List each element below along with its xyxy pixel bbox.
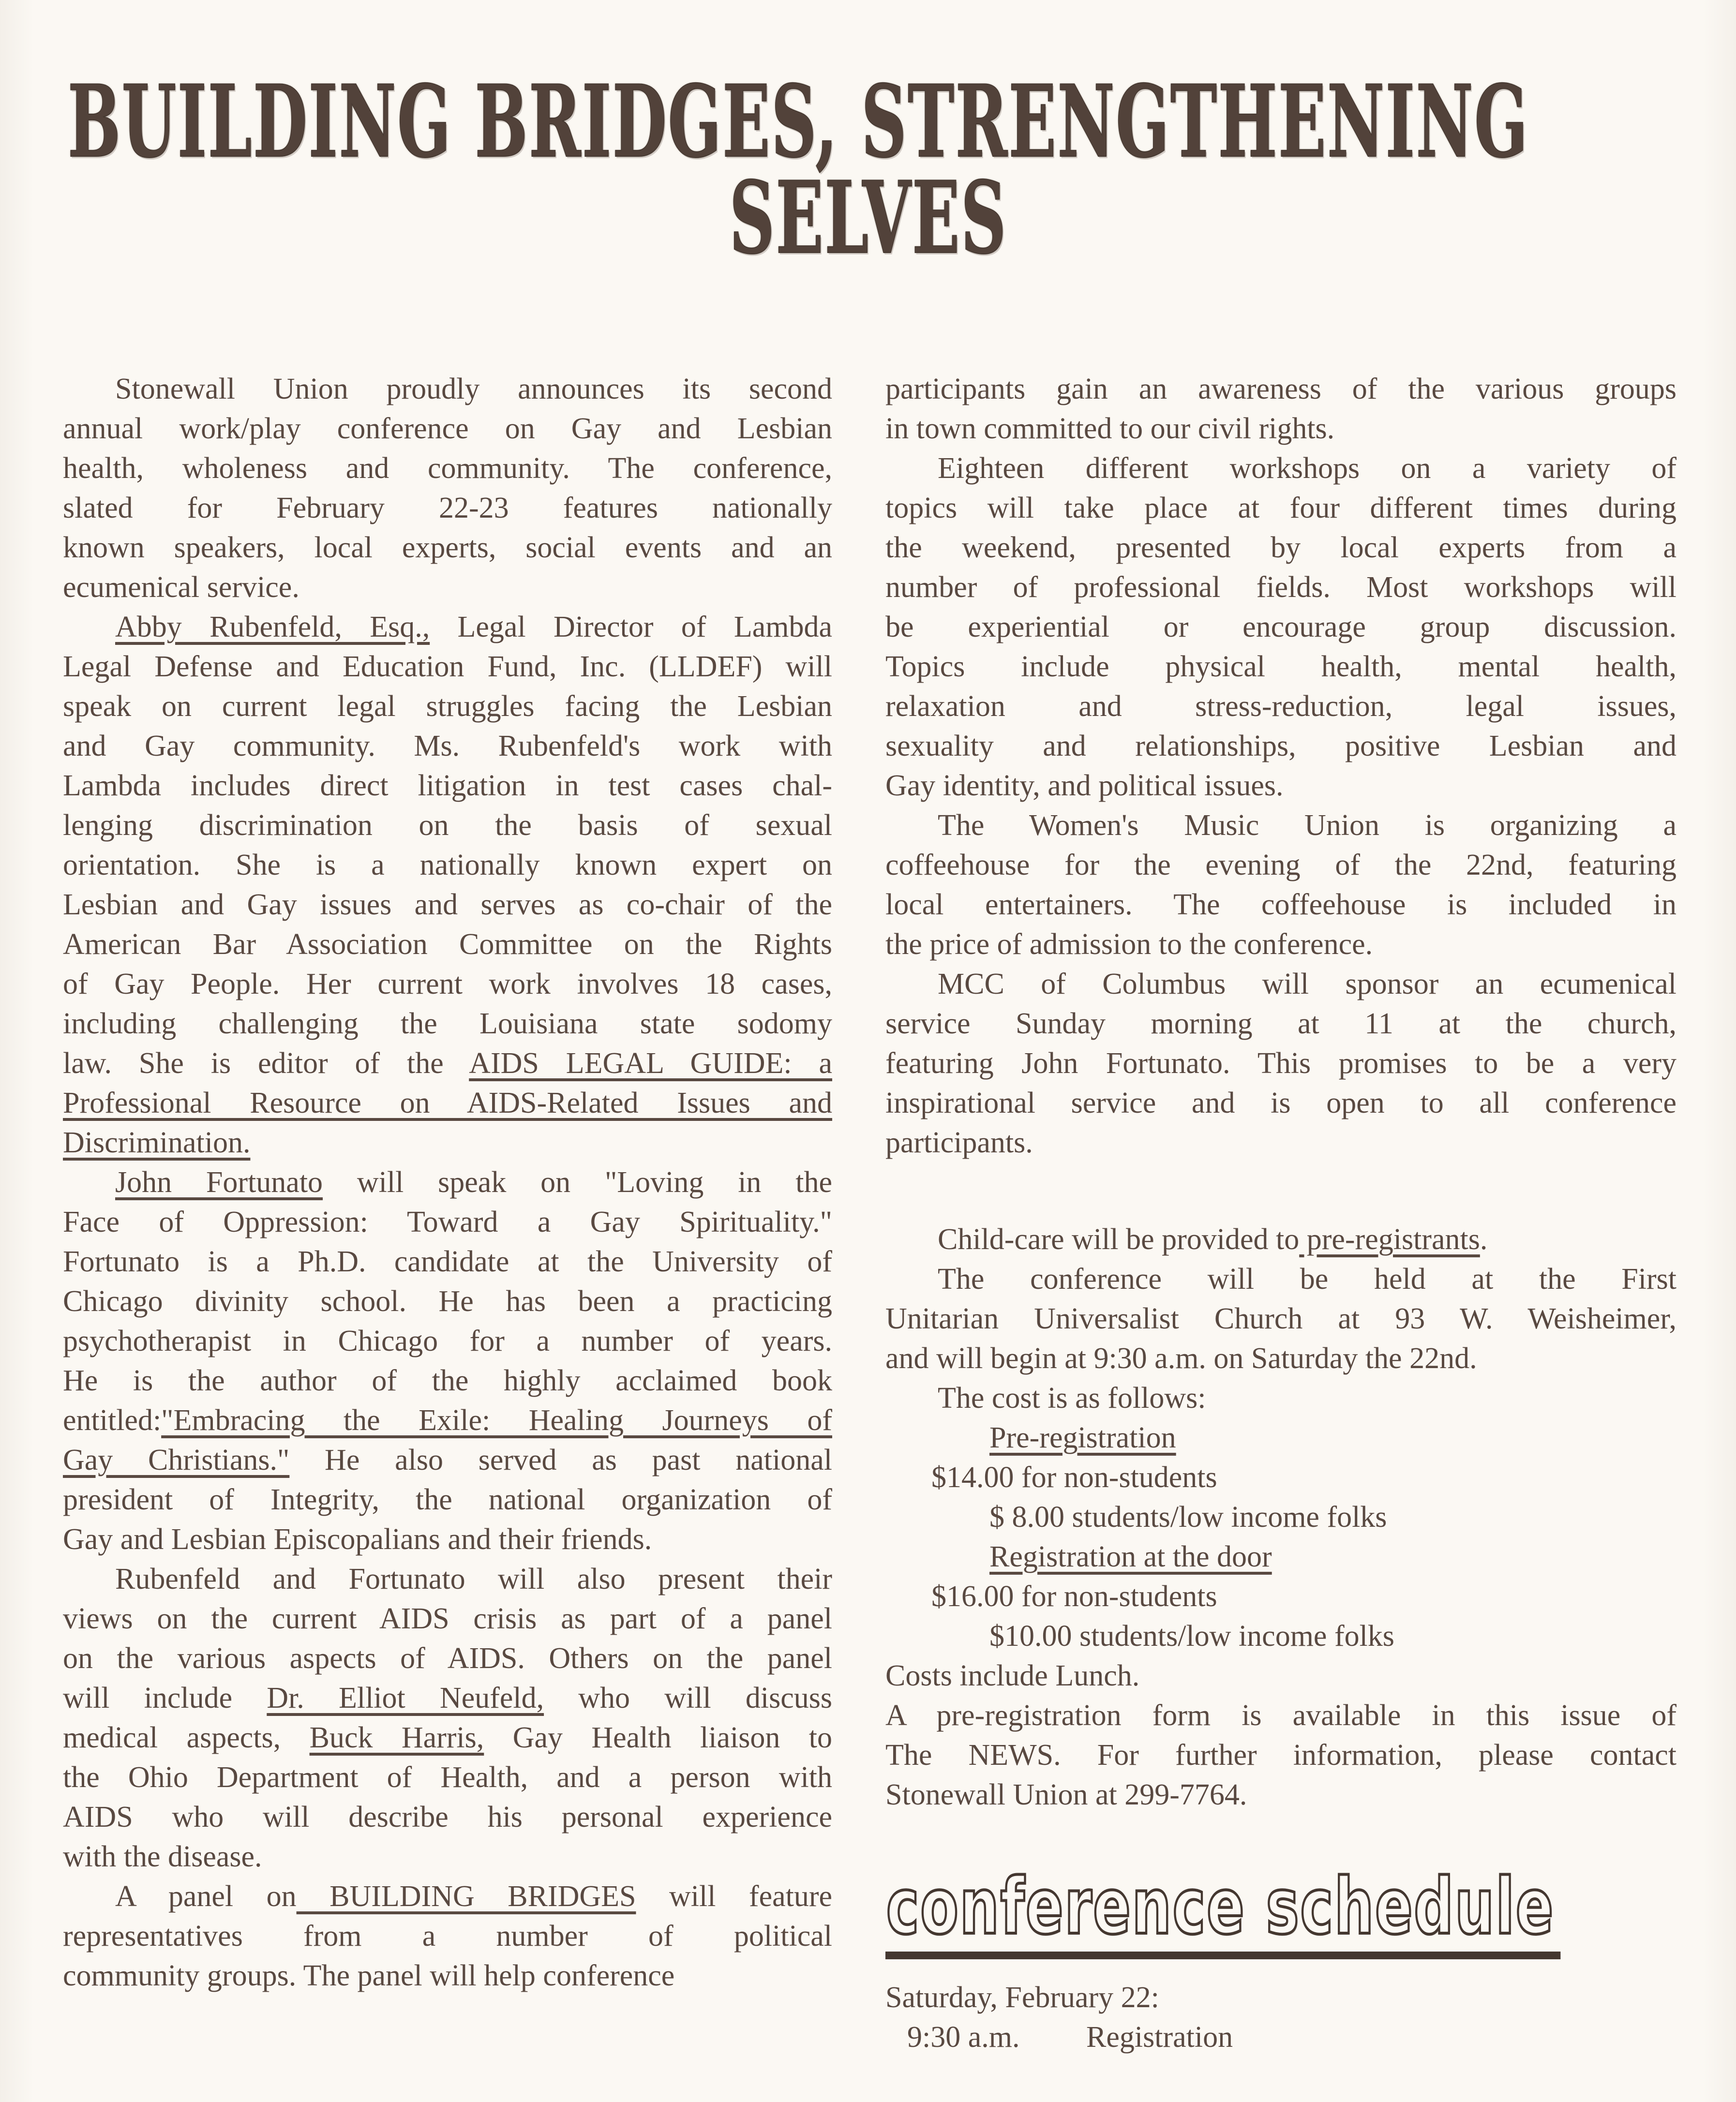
article-title <box>68 64 1669 276</box>
underlined-text: AIDS LEGAL GUIDE: a <box>469 1047 832 1080</box>
text-line <box>63 1361 832 1401</box>
text-run: Lesbian and Gay issues and serves as co-chair of the <box>63 888 832 921</box>
text-run: and Gay community. Ms. Rubenfeld's work with <box>63 730 832 762</box>
text-line <box>63 369 832 409</box>
text-line <box>885 1577 1676 1616</box>
text-run: Eighteen different workshops on a variety of <box>938 452 1676 485</box>
text-run: Stonewall Union proudly announces its second <box>115 373 832 405</box>
text-run: topics will take place at four different times during <box>885 492 1676 524</box>
text-line <box>885 1044 1676 1083</box>
text-run: inspirational service and is open to all conference <box>885 1087 1676 1119</box>
text-line <box>885 488 1676 528</box>
paragraph <box>63 369 832 607</box>
text-run: $16.00 for non-students <box>931 1580 1217 1613</box>
underlined-text: Pre-registration <box>989 1421 1176 1454</box>
underlined-text: BUILDING BRIDGES <box>296 1880 636 1913</box>
text-line <box>63 686 832 726</box>
text-line <box>885 1696 1676 1735</box>
text-line <box>63 1044 832 1083</box>
text-run: the price of admission to the conference. <box>885 928 1373 961</box>
text-run: Topics include physical health, mental health, <box>885 650 1676 683</box>
text-line <box>63 409 832 448</box>
schedule-entry <box>885 2017 1676 2057</box>
text-line <box>63 1480 832 1520</box>
paragraph <box>63 1877 832 1996</box>
text-run: will include <box>63 1682 267 1714</box>
text-run: $10.00 students/low income folks <box>989 1620 1394 1653</box>
paragraph <box>885 805 1676 964</box>
text-run: will feature <box>636 1880 832 1913</box>
text-run: Face of Oppression: Toward a Gay Spirituality." <box>63 1206 832 1238</box>
schedule-event: Registration <box>1086 2021 1233 2054</box>
underlined-text: Registration at the door <box>989 1540 1272 1573</box>
schedule-time: 9:30 a.m. <box>907 2021 1020 2054</box>
text-line <box>885 369 1676 409</box>
text-run: MCC of Columbus will sponsor an ecumenical <box>938 968 1676 1000</box>
text-line <box>885 1458 1676 1497</box>
text-line <box>63 964 832 1004</box>
text-run: psychotherapist in Chicago for a number of years. <box>63 1325 832 1357</box>
text-line <box>885 1537 1676 1577</box>
text-line <box>63 885 832 924</box>
text-line <box>885 1656 1676 1696</box>
text-run: sexuality and relationships, positive Lesbian and <box>885 730 1676 762</box>
text-line <box>885 1123 1676 1163</box>
text-line <box>885 1418 1676 1458</box>
text-run: $ 8.00 students/low income folks <box>989 1501 1387 1534</box>
text-line <box>63 1956 832 1996</box>
text-run: A pre-registration form is available in this issue of <box>885 1699 1676 1732</box>
text-run: on the various aspects of AIDS. Others on the panel <box>63 1642 832 1675</box>
text-line <box>885 1616 1676 1656</box>
text-run: $14.00 for non-students <box>931 1461 1217 1494</box>
schedule-heading-wrap <box>885 1861 1736 1959</box>
text-run: . <box>1480 1223 1488 1256</box>
text-line <box>63 1599 832 1639</box>
text-line <box>63 528 832 567</box>
text-run: representatives from a number of political <box>63 1920 832 1953</box>
text-line <box>63 1163 832 1202</box>
text-run: known speakers, local experts, social events and an <box>63 531 832 564</box>
paragraph <box>885 448 1676 805</box>
text-run: He also served as past national <box>289 1444 832 1476</box>
paragraph <box>63 1559 832 1877</box>
text-line <box>885 805 1676 845</box>
paragraph <box>885 1220 1676 1259</box>
text-line <box>885 409 1676 448</box>
text-run: in town committed to our civil rights. <box>885 412 1335 445</box>
text-line <box>885 885 1676 924</box>
text-run: the Ohio Department of Health, and a person with <box>63 1761 832 1794</box>
text-line <box>885 1497 1676 1537</box>
title-line-1: BUILDING BRIDGES, STRENGTHENING <box>68 64 1529 180</box>
underlined-text: Dr. Elliot Neufeld, <box>267 1682 544 1714</box>
text-line <box>63 726 832 766</box>
text-line <box>885 1004 1676 1044</box>
paragraph <box>885 964 1676 1163</box>
text-line <box>885 1339 1676 1378</box>
text-line <box>885 845 1676 885</box>
text-run: coffeehouse for the evening of the 22nd, featuring <box>885 849 1676 881</box>
schedule-heading: conference schedule <box>885 1865 1561 1959</box>
text-line <box>885 1299 1676 1339</box>
text-line <box>63 1202 832 1242</box>
text-run: president of Integrity, the national organization of <box>63 1483 832 1516</box>
text-run: of Gay People. Her current work involves 18 cases, <box>63 968 832 1000</box>
underlined-text: "Embracing the Exile: Healing Journeys of <box>161 1404 832 1437</box>
text-line <box>63 1282 832 1321</box>
text-run: American Bar Association Committee on the Rights <box>63 928 832 961</box>
text-line <box>63 805 832 845</box>
text-line <box>63 1083 832 1123</box>
text-line <box>63 1678 832 1718</box>
underlined-text: John Fortunato <box>115 1166 323 1199</box>
underlined-text: Gay Christians." <box>63 1444 290 1476</box>
text-run: law. She is editor of the <box>63 1047 469 1080</box>
text-run: Gay and Lesbian Episcopalians and their friends. <box>63 1523 652 1556</box>
text-line <box>885 686 1676 726</box>
text-line <box>63 1004 832 1044</box>
text-line <box>885 924 1676 964</box>
schedule-day: Saturday, February 22: <box>885 1981 1159 2014</box>
text-run: Child-care will be provided to <box>938 1223 1300 1256</box>
text-run: with the disease. <box>63 1840 262 1873</box>
text-run: relaxation and stress-reduction, legal issues, <box>885 690 1676 723</box>
text-run: Gay Health liaison to <box>484 1721 832 1754</box>
text-line <box>885 1775 1676 1815</box>
text-line <box>885 1259 1676 1299</box>
paragraph <box>63 1163 832 1559</box>
left-column <box>63 369 832 1996</box>
text-run: service Sunday morning at 11 at the church, <box>885 1007 1676 1040</box>
text-line <box>63 1559 832 1599</box>
text-run: will speak on "Loving in the <box>323 1166 832 1199</box>
text-run: who will discuss <box>544 1682 832 1714</box>
text-line <box>63 1639 832 1678</box>
text-line <box>885 567 1676 607</box>
text-line <box>885 528 1676 567</box>
text-run: including challenging the Louisiana state sodomy <box>63 1007 832 1040</box>
text-run: number of professional fields. Most workshops will <box>885 571 1676 604</box>
text-run: A panel on <box>115 1880 297 1913</box>
text-line <box>885 726 1676 766</box>
title-line-2-wrap <box>68 160 1669 276</box>
text-line <box>885 1735 1676 1775</box>
text-line <box>885 766 1676 805</box>
text-run: Stonewall Union at 299-7764. <box>885 1778 1247 1811</box>
text-run: annual work/play conference on Gay and Lesbian <box>63 412 832 445</box>
right-column <box>885 369 1676 2057</box>
text-line <box>885 964 1676 1004</box>
text-run: Unitarian Universalist Church at 93 W. Weisheimer, <box>885 1302 1676 1335</box>
text-line <box>63 1440 832 1480</box>
text-line <box>63 448 832 488</box>
text-line <box>63 647 832 686</box>
text-line <box>885 1378 1676 1418</box>
text-run: Gay identity, and political issues. <box>885 769 1284 802</box>
text-line <box>885 1083 1676 1123</box>
underlined-text: pre-registrants <box>1299 1223 1480 1256</box>
underlined-text: Professional Resource on AIDS-Related Issues and <box>63 1087 832 1119</box>
text-run: participants. <box>885 1126 1033 1159</box>
text-line <box>63 1123 832 1163</box>
text-run: He is the author of the highly acclaimed book <box>63 1364 832 1397</box>
text-run: medical aspects, <box>63 1721 310 1754</box>
conference-schedule-section <box>885 1861 1676 2057</box>
text-run: views on the current AIDS crisis as part of a panel <box>63 1602 832 1635</box>
paragraph <box>885 1378 1676 1815</box>
text-run: local entertainers. The coffeehouse is included in <box>885 888 1676 921</box>
text-line <box>63 924 832 964</box>
text-run: ecumenical service. <box>63 571 299 604</box>
text-line <box>63 1758 832 1797</box>
text-line <box>885 1220 1676 1259</box>
paragraph <box>63 607 832 1163</box>
text-line <box>63 1242 832 1282</box>
text-line <box>63 607 832 647</box>
text-run: Costs include Lunch. <box>885 1659 1140 1692</box>
text-run: speak on current legal struggles facing the Lesbian <box>63 690 832 723</box>
text-run: be experiential or encourage group discussion. <box>885 611 1676 643</box>
text-run: The NEWS. For further information, please contact <box>885 1739 1676 1772</box>
text-run: The Women's Music Union is organizing a <box>938 809 1676 842</box>
text-line <box>885 647 1676 686</box>
text-line <box>63 1916 832 1956</box>
underlined-text: Discrimination. <box>63 1126 251 1159</box>
text-line <box>63 1520 832 1559</box>
text-line <box>885 607 1676 647</box>
text-run: featuring John Fortunato. This promises to be a very <box>885 1047 1676 1080</box>
text-run: the weekend, presented by local experts from a <box>885 531 1676 564</box>
text-run: orientation. She is a nationally known expert on <box>63 849 832 881</box>
text-line <box>63 567 832 607</box>
text-line <box>63 1837 832 1877</box>
text-run: lenging discrimination on the basis of sexual <box>63 809 832 842</box>
text-run: The conference will be held at the First <box>938 1263 1676 1296</box>
text-run: entitled: <box>63 1404 162 1437</box>
text-run: slated for February 22-23 features nationally <box>63 492 832 524</box>
text-run: community groups. The panel will help conference <box>63 1959 675 1992</box>
text-line <box>63 766 832 805</box>
text-run: and will begin at 9:30 a.m. on Saturday the 22nd. <box>885 1342 1477 1375</box>
text-line <box>63 845 832 885</box>
paragraph <box>885 1259 1676 1378</box>
text-line <box>63 488 832 528</box>
text-line <box>63 1797 832 1837</box>
text-line <box>63 1877 832 1916</box>
text-run: Lambda includes direct litigation in test cases chal- <box>63 769 832 802</box>
underlined-text: Abby Rubenfeld, Esq., <box>115 611 430 643</box>
text-run: Fortunato is a Ph.D. candidate at the University of <box>63 1245 832 1278</box>
title-line-2: SELVES <box>729 160 1008 276</box>
text-run: Rubenfeld and Fortunato will also present their <box>115 1563 832 1595</box>
text-line <box>63 1321 832 1361</box>
text-run: AIDS who will describe his personal experience <box>63 1801 832 1834</box>
text-run: Chicago divinity school. He has been a practicing <box>63 1285 832 1318</box>
text-run: health, wholeness and community. The conference, <box>63 452 832 485</box>
text-line <box>63 1401 832 1440</box>
text-run: Legal Defense and Education Fund, Inc. (LLDEF) will <box>63 650 832 683</box>
text-line <box>63 1718 832 1758</box>
paragraph <box>885 369 1676 448</box>
text-line <box>885 448 1676 488</box>
text-run: participants gain an awareness of the various groups <box>885 373 1676 405</box>
text-run: Legal Director of Lambda <box>430 611 832 643</box>
underlined-text: Buck Harris, <box>309 1721 484 1754</box>
text-run: The cost is as follows: <box>938 1382 1206 1415</box>
